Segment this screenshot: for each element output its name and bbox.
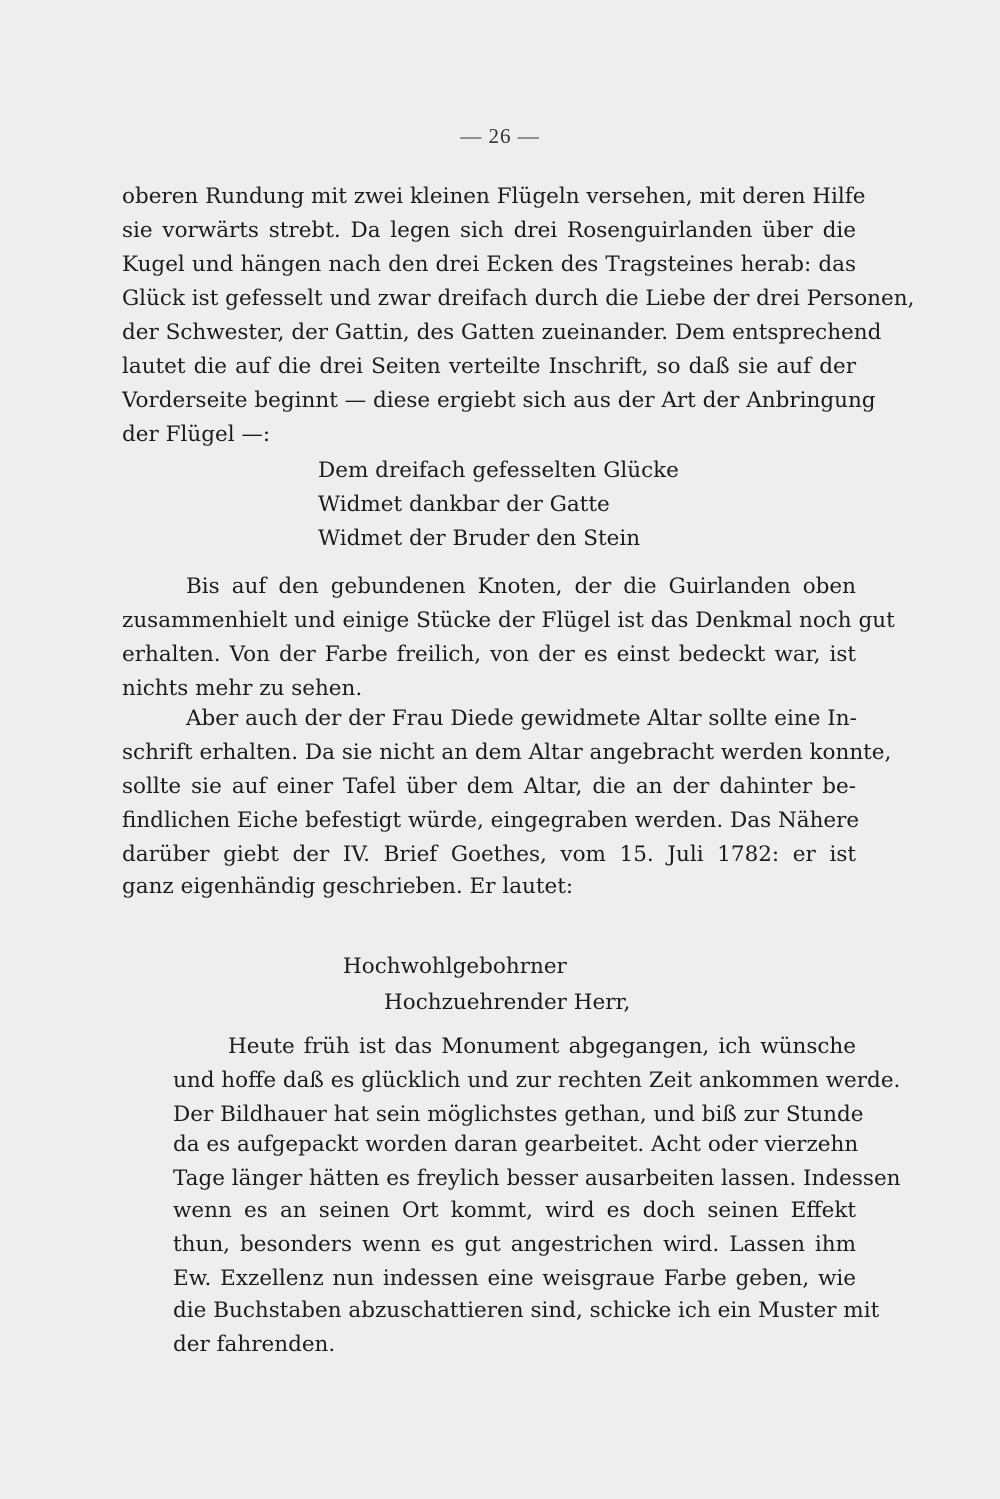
- paragraph-1-line-1: oberen Rundung mit zwei kleinen Flügeln versehen, mit deren Hilfe: [122, 184, 866, 209]
- paragraph-3-line-3: sollte sie auf einer Tafel über dem Altar, die an der dahinter be-: [122, 774, 856, 799]
- paragraph-1-line-8: der Flügel —:: [122, 422, 271, 447]
- letter-line-3: Der Bildhauer hat sein möglichstes gethan, und biß zur Stunde: [173, 1102, 864, 1127]
- letter-line-10: der fahrenden.: [173, 1332, 336, 1357]
- letter-line-8: Ew. Exzellenz nun indessen eine weisgraue Farbe geben, wie: [173, 1266, 856, 1291]
- paragraph-2-line-2: zusammenhielt und einige Stücke der Flügel ist das Denkmal noch gut: [122, 608, 895, 633]
- paragraph-2-line-4: nichts mehr zu sehen.: [122, 676, 363, 701]
- paragraph-1-line-7: Vorderseite beginnt — diese ergiebt sich aus der Art der Anbringung: [122, 388, 876, 413]
- letter-line-6: wenn es an seinen Ort kommt, wird es doch seinen Effekt: [173, 1198, 856, 1223]
- letter-salutation-line-2: Hochzuehrender Herr,: [384, 990, 631, 1015]
- letter-line-7: thun, besonders wenn es gut angestrichen wird. Lassen ihm: [173, 1232, 856, 1257]
- paragraph-2-line-1: Bis auf den gebundenen Knoten, der die Guirlanden oben: [186, 574, 856, 599]
- paragraph-1-line-4: Glück ist gefesselt und zwar dreifach durch die Liebe der drei Personen,: [122, 286, 915, 311]
- letter-line-1: Heute früh ist das Monument abgegangen, ich wünsche: [228, 1034, 856, 1059]
- inscription-line-2: Widmet dankbar der Gatte: [318, 492, 610, 517]
- paragraph-1-line-5: der Schwester, der Gattin, des Gatten zueinander. Dem entsprechend: [122, 320, 882, 345]
- paragraph-1-line-6: lautet die auf die drei Seiten verteilte Inschrift, so daß sie auf der: [122, 354, 856, 379]
- inscription-line-3: Widmet der Bruder den Stein: [318, 526, 641, 551]
- letter-line-2: und hoffe daß es glücklich und zur rechten Zeit ankommen werde.: [173, 1068, 901, 1093]
- page-number: — 26 —: [460, 124, 540, 148]
- paragraph-2-line-3: erhalten. Von der Farbe freilich, von der es einst bedeckt war, ist: [122, 642, 856, 667]
- inscription-line-1: Dem dreifach gefesselten Glücke: [318, 458, 679, 483]
- paragraph-3-line-2: schrift erhalten. Da sie nicht an dem Altar angebracht werden konnte,: [122, 740, 892, 765]
- letter-salutation-line-1: Hochwohlgebohrner: [343, 954, 567, 979]
- paragraph-1-line-2: sie vorwärts strebt. Da legen sich drei Rosenguirlanden über die: [122, 218, 856, 243]
- paragraph-1-line-3: Kugel und hängen nach den drei Ecken des Tragsteines herab: das: [122, 252, 856, 277]
- letter-line-5: Tage länger hätten es freylich besser ausarbeiten lassen. Indessen: [173, 1166, 901, 1191]
- letter-line-4: da es aufgepackt worden daran gearbeitet. Acht oder vierzehn: [173, 1132, 859, 1157]
- paragraph-3-line-1: Aber auch der der Frau Diede gewidmete Altar sollte eine In-: [186, 706, 857, 731]
- letter-line-9: die Buchstaben abzuschattieren sind, schicke ich ein Muster mit: [173, 1298, 880, 1323]
- paragraph-3-line-4: findlichen Eiche befestigt würde, eingegraben werden. Das Nähere: [122, 808, 860, 833]
- paragraph-3-line-6: ganz eigenhändig geschrieben. Er lautet:: [122, 874, 574, 899]
- paragraph-3-line-5: darüber giebt der IV. Brief Goethes, vom 15. Juli 1782: er ist: [122, 842, 856, 867]
